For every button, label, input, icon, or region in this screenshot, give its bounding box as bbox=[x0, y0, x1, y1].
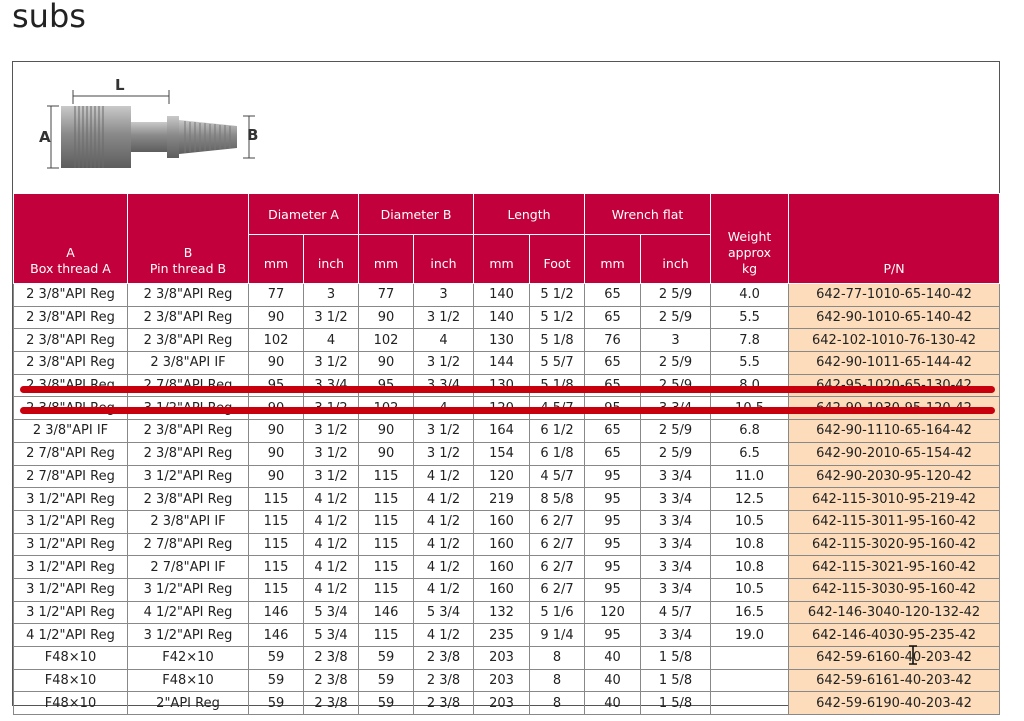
diameter-a-mm-cell: 115 bbox=[249, 556, 304, 579]
part-number-cell: 642-59-6160-40-203-42 bbox=[789, 647, 1000, 670]
length-mm-cell: 144 bbox=[474, 352, 530, 375]
length-mm-cell: 219 bbox=[474, 488, 530, 511]
part-number-cell: 642-59-6161-40-203-42 bbox=[789, 669, 1000, 692]
diameter-a-inch-cell: 4 bbox=[304, 329, 359, 352]
length-foot-cell: 6 2/7 bbox=[530, 578, 585, 601]
diameter-b-inch-cell: 3 bbox=[414, 284, 474, 307]
diameter-b-mm-cell: 102 bbox=[359, 329, 414, 352]
diameter-b-inch-cell: 4 1/2 bbox=[414, 488, 474, 511]
diameter-b-mm-cell: 115 bbox=[359, 465, 414, 488]
diameter-a-inch-cell: 4 1/2 bbox=[304, 556, 359, 579]
length-foot-cell: 4 5/7 bbox=[530, 465, 585, 488]
diameter-a-mm-cell: 59 bbox=[249, 647, 304, 670]
length-mm-cell: 140 bbox=[474, 306, 530, 329]
diameter-b-inch-cell: 3 1/2 bbox=[414, 306, 474, 329]
table-row bbox=[14, 488, 1000, 511]
box-thread-cell: 2 3/8"API Reg bbox=[14, 329, 128, 352]
diameter-b-mm-cell: 115 bbox=[359, 578, 414, 601]
length-foot-cell: 8 5/8 bbox=[530, 488, 585, 511]
wrench-flat-mm-cell: 40 bbox=[585, 647, 641, 670]
part-number-cell: 642-115-3021-95-160-42 bbox=[789, 556, 1000, 579]
wrench-flat-inch-cell: 3 3/4 bbox=[641, 510, 711, 533]
box-body-shape bbox=[61, 106, 131, 168]
wrench-flat-mm-cell: 76 bbox=[585, 329, 641, 352]
diameter-a-mm-cell: 115 bbox=[249, 488, 304, 511]
diameter-b-inch-cell: 4 1/2 bbox=[414, 624, 474, 647]
diameter-a-inch-cell: 3 1/2 bbox=[304, 420, 359, 443]
box-thread-cell: 2 7/8"API Reg bbox=[14, 465, 128, 488]
diameter-b-inch-cell: 3 1/2 bbox=[414, 420, 474, 443]
header-length: Length bbox=[474, 194, 585, 235]
pin-thread-cell: 4 1/2"API Reg bbox=[128, 601, 249, 624]
length-foot-cell: 8 bbox=[530, 692, 585, 715]
length-mm-cell: 164 bbox=[474, 420, 530, 443]
table-row bbox=[14, 465, 1000, 488]
diameter-a-inch-cell: 4 1/2 bbox=[304, 578, 359, 601]
box-thread-cell: 2 7/8"API Reg bbox=[14, 442, 128, 465]
table-row bbox=[14, 352, 1000, 375]
length-foot-cell: 8 bbox=[530, 669, 585, 692]
wrench-flat-mm-cell: 65 bbox=[585, 352, 641, 375]
box-thread-cell: 3 1/2"API Reg bbox=[14, 601, 128, 624]
box-thread-cell: 3 1/2"API Reg bbox=[14, 533, 128, 556]
table-row bbox=[14, 284, 1000, 307]
diameter-a-inch-cell: 3 bbox=[304, 284, 359, 307]
diameter-a-mm-cell: 115 bbox=[249, 510, 304, 533]
length-mm-cell: 130 bbox=[474, 329, 530, 352]
diameter-b-inch-cell: 5 3/4 bbox=[414, 601, 474, 624]
subheader-wf-mm: mm bbox=[585, 235, 641, 284]
diameter-b-inch-cell: 3 1/2 bbox=[414, 352, 474, 375]
length-foot-cell: 5 1/8 bbox=[530, 329, 585, 352]
wrench-flat-inch-cell: 2 5/9 bbox=[641, 442, 711, 465]
dim-label-b: B bbox=[247, 126, 259, 144]
diameter-b-inch-cell: 3 1/2 bbox=[414, 442, 474, 465]
box-thread-cell: 3 1/2"API Reg bbox=[14, 488, 128, 511]
length-mm-cell: 203 bbox=[474, 669, 530, 692]
wrench-flat-mm-cell: 95 bbox=[585, 488, 641, 511]
weight-cell: 6.5 bbox=[711, 442, 789, 465]
diameter-a-inch-cell: 4 1/2 bbox=[304, 488, 359, 511]
header-wrench-flat: Wrench flat bbox=[585, 194, 711, 235]
pin-thread-cell: 3 1/2"API Reg bbox=[128, 624, 249, 647]
wrench-flat-inch-cell: 1 5/8 bbox=[641, 692, 711, 715]
pin-thread-cell: 3 1/2"API Reg bbox=[128, 465, 249, 488]
wrench-flat-inch-cell: 2 5/9 bbox=[641, 306, 711, 329]
wrench-flat-inch-cell: 3 bbox=[641, 329, 711, 352]
diameter-b-mm-cell: 90 bbox=[359, 352, 414, 375]
length-mm-cell: 160 bbox=[474, 533, 530, 556]
weight-cell: 10.8 bbox=[711, 533, 789, 556]
table-row bbox=[14, 578, 1000, 601]
table-row bbox=[14, 601, 1000, 624]
wrench-flat-mm-cell: 65 bbox=[585, 284, 641, 307]
table-row bbox=[14, 669, 1000, 692]
weight-cell: 4.0 bbox=[711, 284, 789, 307]
diameter-a-inch-cell: 4 1/2 bbox=[304, 510, 359, 533]
length-foot-cell: 6 1/8 bbox=[530, 442, 585, 465]
wrench-flat-inch-cell: 1 5/8 bbox=[641, 647, 711, 670]
spec-table-body bbox=[14, 284, 1000, 715]
table-row bbox=[14, 420, 1000, 443]
diameter-b-mm-cell: 115 bbox=[359, 488, 414, 511]
header-box-thread: A Box thread A bbox=[14, 194, 128, 284]
wrench-flat-mm-cell: 65 bbox=[585, 306, 641, 329]
weight-cell: 6.8 bbox=[711, 420, 789, 443]
diameter-a-inch-cell: 3 1/2 bbox=[304, 465, 359, 488]
length-mm-cell: 160 bbox=[474, 510, 530, 533]
weight-cell: 5.5 bbox=[711, 352, 789, 375]
diameter-a-mm-cell: 90 bbox=[249, 306, 304, 329]
box-thread-cell: 2 3/8"API Reg bbox=[14, 352, 128, 375]
weight-cell bbox=[711, 669, 789, 692]
diameter-b-inch-cell: 2 3/8 bbox=[414, 669, 474, 692]
diameter-a-mm-cell: 59 bbox=[249, 669, 304, 692]
diameter-b-mm-cell: 90 bbox=[359, 306, 414, 329]
wrench-flat-inch-cell: 2 5/9 bbox=[641, 352, 711, 375]
pin-thread-cell: 3 1/2"API Reg bbox=[128, 578, 249, 601]
header-diameter-b: Diameter B bbox=[359, 194, 474, 235]
diameter-b-mm-cell: 146 bbox=[359, 601, 414, 624]
length-mm-cell: 132 bbox=[474, 601, 530, 624]
length-foot-cell: 5 1/2 bbox=[530, 284, 585, 307]
wrench-flat-mm-cell: 40 bbox=[585, 669, 641, 692]
wrench-flat-mm-cell: 40 bbox=[585, 692, 641, 715]
length-mm-cell: 160 bbox=[474, 578, 530, 601]
weight-cell: 7.8 bbox=[711, 329, 789, 352]
pin-thread-cell: 2 3/8"API Reg bbox=[128, 306, 249, 329]
table-row bbox=[14, 510, 1000, 533]
length-foot-cell: 9 1/4 bbox=[530, 624, 585, 647]
weight-cell: 12.5 bbox=[711, 488, 789, 511]
part-number-cell: 642-146-3040-120-132-42 bbox=[789, 601, 1000, 624]
pin-shape bbox=[179, 120, 237, 154]
product-table-frame bbox=[12, 61, 1000, 711]
highlight-line-top bbox=[20, 386, 995, 393]
wrench-flat-mm-cell: 95 bbox=[585, 578, 641, 601]
length-mm-cell: 203 bbox=[474, 647, 530, 670]
length-foot-cell: 5 1/2 bbox=[530, 306, 585, 329]
diameter-a-mm-cell: 115 bbox=[249, 578, 304, 601]
weight-cell: 10.5 bbox=[711, 578, 789, 601]
header-weight: Weight approx kg bbox=[711, 194, 789, 284]
wrench-flat-inch-cell: 4 5/7 bbox=[641, 601, 711, 624]
diameter-a-mm-cell: 90 bbox=[249, 420, 304, 443]
subheader-wf-inch: inch bbox=[641, 235, 711, 284]
diameter-b-inch-cell: 4 1/2 bbox=[414, 533, 474, 556]
wrench-flat-inch-cell: 1 5/8 bbox=[641, 669, 711, 692]
weight-cell: 11.0 bbox=[711, 465, 789, 488]
length-mm-cell: 140 bbox=[474, 284, 530, 307]
dim-label-l: L bbox=[115, 76, 125, 94]
pin-thread-cell: F42×10 bbox=[128, 647, 249, 670]
diameter-b-mm-cell: 115 bbox=[359, 556, 414, 579]
length-foot-cell: 6 2/7 bbox=[530, 533, 585, 556]
diameter-a-mm-cell: 90 bbox=[249, 465, 304, 488]
wrench-flat-inch-cell: 3 3/4 bbox=[641, 578, 711, 601]
length-foot-cell: 6 1/2 bbox=[530, 420, 585, 443]
subheader-db-mm: mm bbox=[359, 235, 414, 284]
wrench-flat-mm-cell: 95 bbox=[585, 556, 641, 579]
length-mm-cell: 235 bbox=[474, 624, 530, 647]
diameter-b-inch-cell: 4 1/2 bbox=[414, 510, 474, 533]
diameter-a-inch-cell: 5 3/4 bbox=[304, 601, 359, 624]
part-number-cell: 642-90-2010-65-154-42 bbox=[789, 442, 1000, 465]
wrench-flat-mm-cell: 95 bbox=[585, 510, 641, 533]
diameter-a-mm-cell: 59 bbox=[249, 692, 304, 715]
box-thread-cell: 2 3/8"API Reg bbox=[14, 284, 128, 307]
subheader-len-foot: Foot bbox=[530, 235, 585, 284]
box-thread-cell: F48×10 bbox=[14, 669, 128, 692]
pin-thread-cell: 2 3/8"API Reg bbox=[128, 420, 249, 443]
diameter-a-mm-cell: 90 bbox=[249, 442, 304, 465]
length-foot-cell: 6 2/7 bbox=[530, 510, 585, 533]
box-thread-cell: 4 1/2"API Reg bbox=[14, 624, 128, 647]
wrench-flat-mm-cell: 65 bbox=[585, 442, 641, 465]
diameter-b-mm-cell: 59 bbox=[359, 647, 414, 670]
pin-thread-cell: 2 3/8"API Reg bbox=[128, 442, 249, 465]
weight-cell: 16.5 bbox=[711, 601, 789, 624]
table-row bbox=[14, 442, 1000, 465]
diameter-b-mm-cell: 59 bbox=[359, 692, 414, 715]
length-mm-cell: 160 bbox=[474, 556, 530, 579]
part-number-cell: 642-115-3020-95-160-42 bbox=[789, 533, 1000, 556]
diameter-a-mm-cell: 146 bbox=[249, 624, 304, 647]
header-diameter-a: Diameter A bbox=[249, 194, 359, 235]
page-title: subs bbox=[12, 0, 86, 35]
part-number-cell: 642-90-1010-65-140-42 bbox=[789, 306, 1000, 329]
diameter-b-inch-cell: 4 bbox=[414, 329, 474, 352]
length-mm-cell: 120 bbox=[474, 465, 530, 488]
length-foot-cell: 8 bbox=[530, 647, 585, 670]
diameter-a-inch-cell: 3 1/2 bbox=[304, 442, 359, 465]
length-foot-cell: 5 1/6 bbox=[530, 601, 585, 624]
diameter-a-mm-cell: 77 bbox=[249, 284, 304, 307]
part-number-cell: 642-102-1010-76-130-42 bbox=[789, 329, 1000, 352]
weight-cell bbox=[711, 692, 789, 715]
wrench-flat-inch-cell: 2 5/9 bbox=[641, 284, 711, 307]
subheader-len-mm: mm bbox=[474, 235, 530, 284]
part-number-cell: 642-59-6190-40-203-42 bbox=[789, 692, 1000, 715]
table-row bbox=[14, 556, 1000, 579]
table-row bbox=[14, 647, 1000, 670]
box-thread-cell: F48×10 bbox=[14, 647, 128, 670]
part-number-cell: 642-90-1011-65-144-42 bbox=[789, 352, 1000, 375]
length-foot-cell: 5 5/7 bbox=[530, 352, 585, 375]
table-row bbox=[14, 306, 1000, 329]
header-pn: P/N bbox=[789, 194, 1000, 284]
diameter-a-inch-cell: 3 1/2 bbox=[304, 352, 359, 375]
part-number-cell: 642-90-1110-65-164-42 bbox=[789, 420, 1000, 443]
diameter-b-mm-cell: 90 bbox=[359, 420, 414, 443]
diameter-a-inch-cell: 4 1/2 bbox=[304, 533, 359, 556]
diameter-a-inch-cell: 2 3/8 bbox=[304, 647, 359, 670]
subheader-da-inch: inch bbox=[304, 235, 359, 284]
diameter-a-inch-cell: 5 3/4 bbox=[304, 624, 359, 647]
dim-label-a: A bbox=[39, 128, 51, 146]
length-mm-cell: 154 bbox=[474, 442, 530, 465]
diameter-b-mm-cell: 115 bbox=[359, 624, 414, 647]
diameter-a-inch-cell: 3 1/2 bbox=[304, 306, 359, 329]
diameter-b-inch-cell: 4 1/2 bbox=[414, 556, 474, 579]
wrench-flat-inch-cell: 3 3/4 bbox=[641, 465, 711, 488]
collar-shape bbox=[167, 116, 179, 158]
diameter-a-mm-cell: 90 bbox=[249, 352, 304, 375]
wrench-flat-inch-cell: 3 3/4 bbox=[641, 624, 711, 647]
sub-drawing bbox=[37, 76, 257, 186]
wrench-flat-inch-cell: 3 3/4 bbox=[641, 556, 711, 579]
diameter-b-inch-cell: 4 1/2 bbox=[414, 465, 474, 488]
weight-cell bbox=[711, 647, 789, 670]
diameter-b-mm-cell: 115 bbox=[359, 533, 414, 556]
diameter-a-inch-cell: 2 3/8 bbox=[304, 669, 359, 692]
table-row bbox=[14, 329, 1000, 352]
box-thread-cell: 3 1/2"API Reg bbox=[14, 578, 128, 601]
pin-thread-cell: 2 7/8"API Reg bbox=[128, 533, 249, 556]
table-row bbox=[14, 692, 1000, 715]
part-number-cell: 642-115-3011-95-160-42 bbox=[789, 510, 1000, 533]
wrench-flat-inch-cell: 3 3/4 bbox=[641, 488, 711, 511]
diameter-b-mm-cell: 77 bbox=[359, 284, 414, 307]
wrench-flat-inch-cell: 3 3/4 bbox=[641, 533, 711, 556]
text-cursor-icon bbox=[908, 645, 918, 665]
box-thread-cell: 3 1/2"API Reg bbox=[14, 556, 128, 579]
table-row bbox=[14, 624, 1000, 647]
weight-cell: 10.8 bbox=[711, 556, 789, 579]
wrench-flat-mm-cell: 120 bbox=[585, 601, 641, 624]
pin-thread-cell: 2 3/8"API Reg bbox=[128, 488, 249, 511]
table-row bbox=[14, 533, 1000, 556]
diameter-b-inch-cell: 4 1/2 bbox=[414, 578, 474, 601]
length-mm-cell: 203 bbox=[474, 692, 530, 715]
part-number-cell: 642-115-3030-95-160-42 bbox=[789, 578, 1000, 601]
diameter-b-inch-cell: 2 3/8 bbox=[414, 692, 474, 715]
subheader-db-inch: inch bbox=[414, 235, 474, 284]
part-number-cell: 642-115-3010-95-219-42 bbox=[789, 488, 1000, 511]
diameter-a-inch-cell: 2 3/8 bbox=[304, 692, 359, 715]
diameter-b-inch-cell: 2 3/8 bbox=[414, 647, 474, 670]
part-number-cell: 642-146-4030-95-235-42 bbox=[789, 624, 1000, 647]
subheader-da-mm: mm bbox=[249, 235, 304, 284]
weight-cell: 19.0 bbox=[711, 624, 789, 647]
diameter-a-mm-cell: 146 bbox=[249, 601, 304, 624]
neck-shape bbox=[131, 122, 167, 152]
pin-thread-cell: 2"API Reg bbox=[128, 692, 249, 715]
pin-thread-cell: 2 3/8"API IF bbox=[128, 510, 249, 533]
diameter-b-mm-cell: 90 bbox=[359, 442, 414, 465]
box-thread-cell: 3 1/2"API Reg bbox=[14, 510, 128, 533]
wrench-flat-mm-cell: 65 bbox=[585, 420, 641, 443]
wrench-flat-mm-cell: 95 bbox=[585, 533, 641, 556]
pin-thread-cell: F48×10 bbox=[128, 669, 249, 692]
diameter-b-mm-cell: 59 bbox=[359, 669, 414, 692]
weight-cell: 10.5 bbox=[711, 510, 789, 533]
wrench-flat-inch-cell: 2 5/9 bbox=[641, 420, 711, 443]
wrench-flat-mm-cell: 95 bbox=[585, 624, 641, 647]
header-pin-thread: B Pin thread B bbox=[128, 194, 249, 284]
diameter-a-mm-cell: 115 bbox=[249, 533, 304, 556]
part-number-cell: 642-77-1010-65-140-42 bbox=[789, 284, 1000, 307]
weight-cell: 5.5 bbox=[711, 306, 789, 329]
part-number-cell: 642-90-2030-95-120-42 bbox=[789, 465, 1000, 488]
pin-thread-cell: 2 3/8"API Reg bbox=[128, 329, 249, 352]
length-foot-cell: 6 2/7 bbox=[530, 556, 585, 579]
pin-thread-cell: 2 3/8"API IF bbox=[128, 352, 249, 375]
spec-table bbox=[13, 193, 1000, 715]
wrench-flat-mm-cell: 95 bbox=[585, 465, 641, 488]
box-thread-cell: 2 3/8"API Reg bbox=[14, 306, 128, 329]
box-thread-cell: F48×10 bbox=[14, 692, 128, 715]
diameter-a-mm-cell: 102 bbox=[249, 329, 304, 352]
diameter-b-mm-cell: 115 bbox=[359, 510, 414, 533]
box-thread-cell: 2 3/8"API IF bbox=[14, 420, 128, 443]
pin-thread-cell: 2 3/8"API Reg bbox=[128, 284, 249, 307]
highlight-line-bottom bbox=[20, 407, 995, 414]
pin-thread-cell: 2 7/8"API IF bbox=[128, 556, 249, 579]
